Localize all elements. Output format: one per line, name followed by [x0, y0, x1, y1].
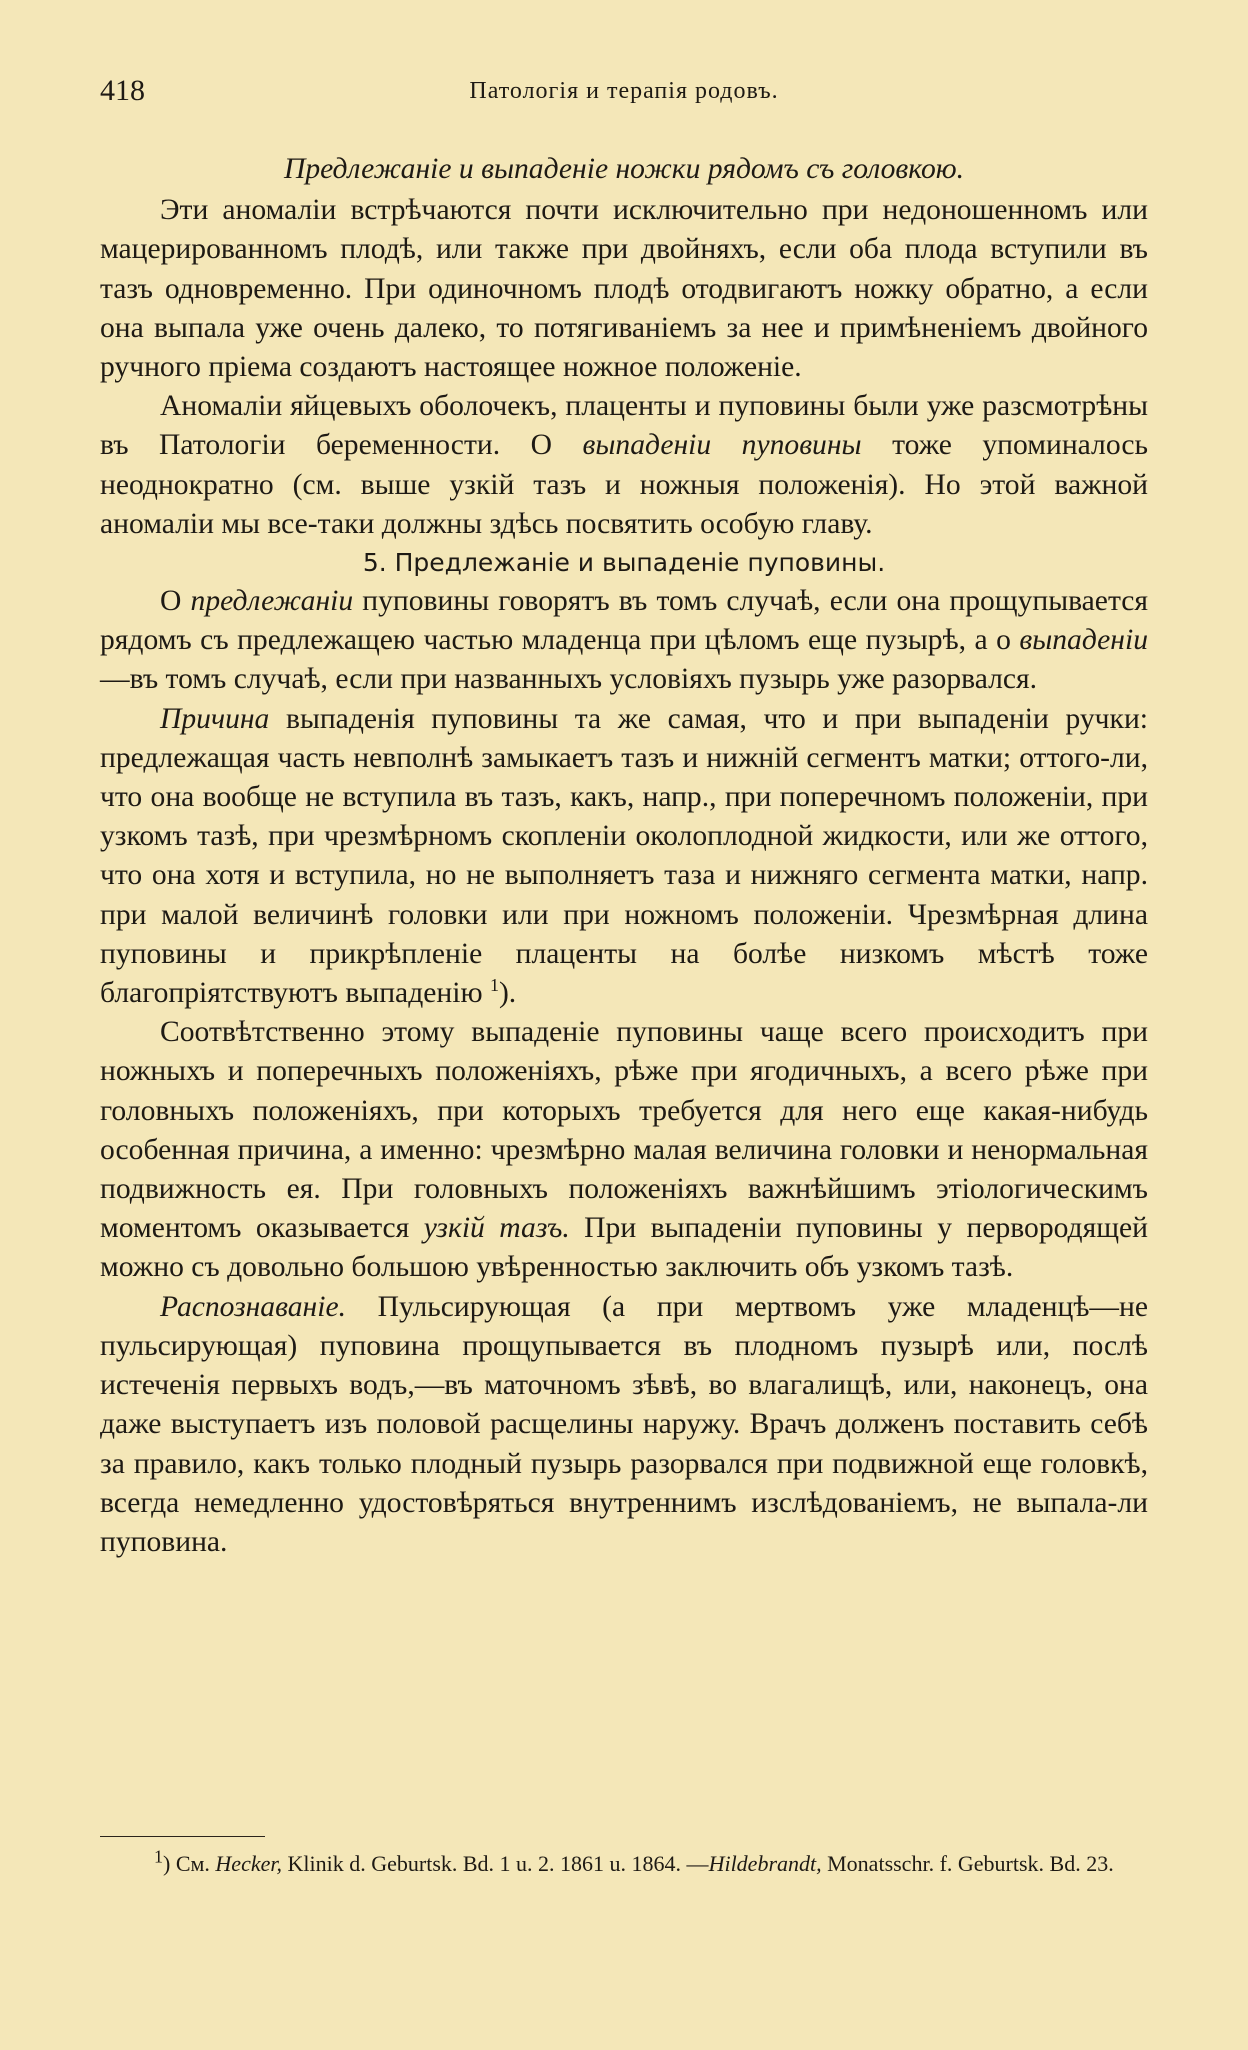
italic-term: выпаденіи пуповины	[582, 429, 862, 462]
page-header	[100, 74, 1148, 114]
italic-term: предлежаніи	[190, 585, 354, 618]
author-name: Hecker,	[215, 1851, 282, 1876]
paragraph	[100, 582, 1148, 700]
footnote-ref: 1	[489, 975, 499, 996]
paragraph	[100, 387, 1148, 544]
footnote-divider	[100, 1836, 265, 1837]
footnote-mark: 1	[154, 1846, 163, 1867]
paragraph	[100, 1288, 1148, 1562]
italic-term: Распознаваніе.	[160, 1290, 346, 1323]
paragraph	[100, 1013, 1148, 1287]
text-run: При выпаденіи пуповины у первородящей можно съ довольно большою увѣренностью заключить объ узкомъ тазѣ.	[100, 1212, 1148, 1284]
page-number: 418	[100, 74, 145, 107]
author-name: Hildebrandt,	[708, 1851, 822, 1876]
text-run: Monatsschr. f. Geburtsk. Bd. 23.	[821, 1851, 1114, 1876]
text-run: —въ томъ случаѣ, если при названныхъ условіяхъ пузырь уже разорвался.	[100, 663, 1038, 696]
italic-term: узкій тазъ.	[423, 1212, 570, 1245]
subtitle: Предлежаніе и выпаденіе ножки рядомъ съ головкою.	[283, 153, 965, 185]
text-run: Соотвѣтственно этому выпаденіе пуповины чаще всего происходитъ при ножныхъ и поперечныхъ положеніяхъ, рѣже при ягодичныхъ, а всего рѣже при головныхъ положеніяхъ, при которыхъ требуется для него еще какая-нибудь особенная причина, а именно: чрезмѣрно малая величина головки и ненормальная подвижность ея. При головныхъ положеніяхъ важнѣйшимъ этіологическимъ моментомъ оказывается	[100, 1016, 1148, 1245]
text-run: Klinik d. Geburtsk. Bd. 1 u. 2. 1861 u. 1864. —	[282, 1851, 709, 1876]
text-run: ) См.	[163, 1851, 216, 1876]
italic-term: Причина	[160, 702, 270, 735]
text-run: пуповины говорятъ въ томъ случаѣ, если она прощупывается рядомъ съ предлежащею частью младенца при цѣломъ еще пузырѣ, а о	[100, 585, 1148, 657]
text-run: Пульсирующая (а при мертвомъ уже младенцѣ—не пульсирующая) пуповина прощупывается въ плодномъ пузырѣ или, послѣ истеченія первыхъ водъ,—въ маточномъ зѣвѣ, во влагалищѣ, или, наконецъ, она даже выступаетъ изъ половой расщелины наружу. Врачъ долженъ поставить себѣ за правило, какъ только плодный пузырь разорвался при подвижной еще головкѣ, всегда немедленно удостовѣряться внутреннимъ изслѣдованіемъ, не выпала-ли пуповина.	[100, 1290, 1148, 1558]
text-run: Аномаліи яйцевыхъ оболочекъ, плаценты и пуповины были уже разсмотрѣны въ Патологіи беременности. О	[100, 390, 1148, 462]
paragraph: Эти аномаліи встрѣчаются почти исключительно при недоношенномъ или мацерированномъ плодѣ, или также при двойняхъ, если оба плода вступили въ тазъ одновременно. При одиночномъ плодѣ отодвигаютъ ножку обратно, а если она выпала уже очень далеко, то потягиваніемъ за нее и примѣненіемъ двойного ручного пріема создаютъ настоящее ножное положеніе.	[100, 194, 1148, 384]
text-run: ).	[498, 977, 517, 1010]
text-run: тоже упоминалось неоднократно (см. выше узкій тазъ и ножныя положенія). Но этой важной аномаліи мы все-таки должны здѣсь посвятить особую главу.	[100, 429, 1148, 540]
footnote	[100, 1848, 1148, 1879]
text-run: выпаденія пуповины та же самая, что и при выпаденіи ручки: предлежащая часть невполнѣ замыкаетъ тазъ и нижній сегментъ матки; оттого-ли, что она вообще не вступила въ тазъ, какъ, напр., при поперечномъ положеніи, при узкомъ тазѣ, при чрезмѣрномъ скопленіи околоплодной жидкости, или же оттого, что она хотя и вступила, но не выполняетъ таза и нижняго сегмента матки, напр. при малой величинѣ головки или при ножномъ положеніи. Чрезмѣрная длина пуповины и прикрѣпленіе плаценты на болѣе низкомъ мѣстѣ тоже благопріятствуютъ выпаденію	[100, 702, 1148, 1010]
paragraph	[100, 700, 1148, 1014]
running-title: Патологія и терапія родовъ.	[469, 78, 779, 104]
page-body	[100, 150, 1148, 1562]
italic-term: выпаденіи	[1019, 624, 1148, 657]
text-run: О	[160, 585, 191, 618]
section-heading: 5. Предлежаніе и выпаденіе пуповины.	[362, 548, 886, 578]
